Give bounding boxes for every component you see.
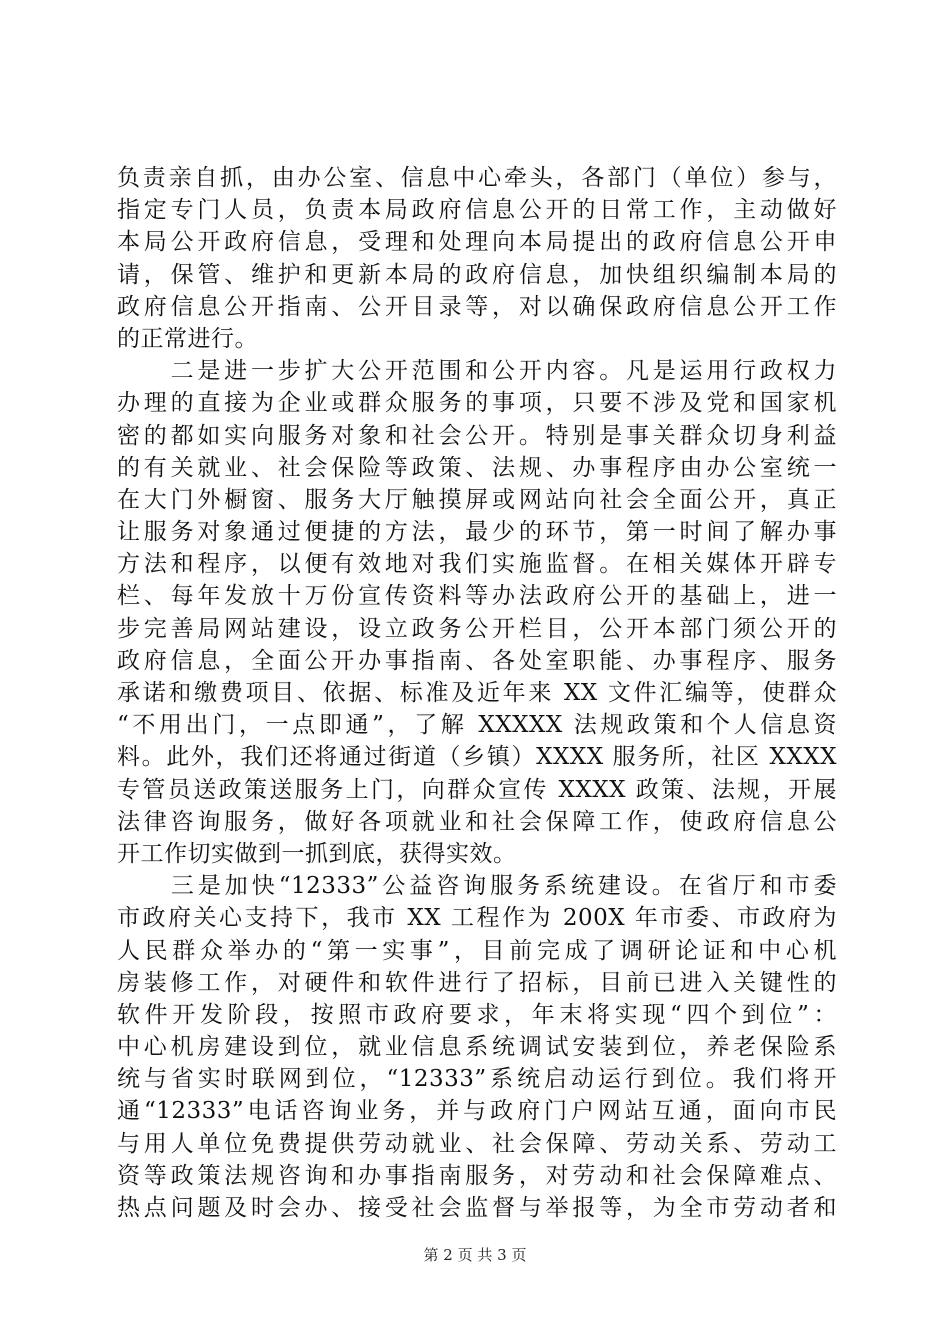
- text-line: 负责亲自抓，由办公室、信息中心牵头，各部门（单位）参与，: [117, 165, 837, 191]
- text-line: 办理的直接为企业或群众服务的事项，只要不涉及党和国家机: [117, 390, 837, 417]
- text-line: 承诺和缴费项目、依据、标准及近年来 XX 文件汇编等，使群众: [117, 680, 837, 706]
- text-line: 与用人单位免费提供劳动就业、社会保障、劳动关系、劳动工: [117, 1130, 837, 1157]
- text-line: 专管员送政策送服务上门，向群众宣传 XXXX 政策、法规，开展: [117, 776, 837, 803]
- text-line: 请，保管、维护和更新本局的政府信息，加快组织编制本局的: [117, 261, 837, 288]
- text-line: 料。此外，我们还将通过街道（乡镇）XXXX 服务所，社区 XXXX: [117, 744, 837, 771]
- text-line: 方法和程序，以便有效地对我们实施监督。在相关媒体开辟专: [117, 551, 837, 578]
- text-line: 房装修工作，对硬件和软件进行了招标，目前已进入关键性的: [117, 969, 837, 996]
- text-line: 二是进一步扩大公开范围和公开内容。凡是运用行政权力: [117, 358, 837, 385]
- text-line: 市政府关心支持下，我市 XX 工程作为 200X 年市委、市政府为: [117, 905, 837, 932]
- text-line: 让服务对象通过便捷的方法，最少的环节，第一时间了解办事: [117, 519, 837, 546]
- text-line: 指定专门人员，负责本局政府信息公开的日常工作，主动做好: [117, 197, 837, 224]
- text-line: 政府信息，全面公开办事指南、各处室职能、办事程序、服务: [117, 647, 837, 674]
- text-line: 在大门外橱窗、服务大厅触摸屏或网站向社会全面公开，真正: [117, 486, 837, 513]
- text-line: 三是加快“12333”公益咨询服务系统建设。在省厅和市委: [117, 873, 837, 900]
- text-line: 本局公开政府信息，受理和处理向本局提出的政府信息公开申: [117, 229, 837, 256]
- text-line: 人民群众举办的“第一实事”，目前完成了调研论证和中心机: [117, 937, 837, 964]
- text-line: 中心机房建设到位，就业信息系统调试安装到位，养老保险系: [117, 1034, 837, 1061]
- text-line: “不用出门，一点即通”，了解 XXXXX 法规政策和个人信息资: [117, 712, 837, 739]
- text-line: 软件开发阶段，按照市政府要求，年末将实现“四个到位”：: [117, 1001, 837, 1028]
- text-line: 法律咨询服务，做好各项就业和社会保障工作，使政府信息公: [117, 808, 837, 835]
- text-line: 密的都如实向服务对象和社会公开。特别是事关群众切身利益: [117, 422, 837, 449]
- text-line: 步完善局网站建设，设立政务公开栏目，公开本部门须公开的: [117, 615, 837, 642]
- text-line: 统与省实时联网到位，“12333”系统启动运行到位。我们将开: [117, 1066, 837, 1093]
- text-line: 通“12333”电话咨询业务，并与政府门户网站互通，面向市民: [117, 1098, 837, 1125]
- text-line: 资等政策法规咨询和办事指南服务，对劳动和社会保障难点、: [117, 1162, 837, 1189]
- text-line: 政府信息公开指南、公开目录等，对以确保政府信息公开工作: [117, 293, 837, 320]
- page-number-footer: 第 2 页 共 3 页: [423, 1246, 527, 1264]
- text-line: 的正常进行。: [117, 325, 258, 352]
- text-line: 的有关就业、社会保险等政策、法规、办事程序由办公室统一: [117, 454, 837, 481]
- document-body: [117, 162, 837, 1224]
- text-line: 开工作切实做到一抓到底，获得实效。: [117, 840, 517, 867]
- text-line: 栏、每年发放十万份宣传资料等办法政府公开的基础上，进一: [117, 583, 837, 610]
- text-line: 热点问题及时会办、接受社会监督与举报等，为全市劳动者和: [117, 1195, 837, 1221]
